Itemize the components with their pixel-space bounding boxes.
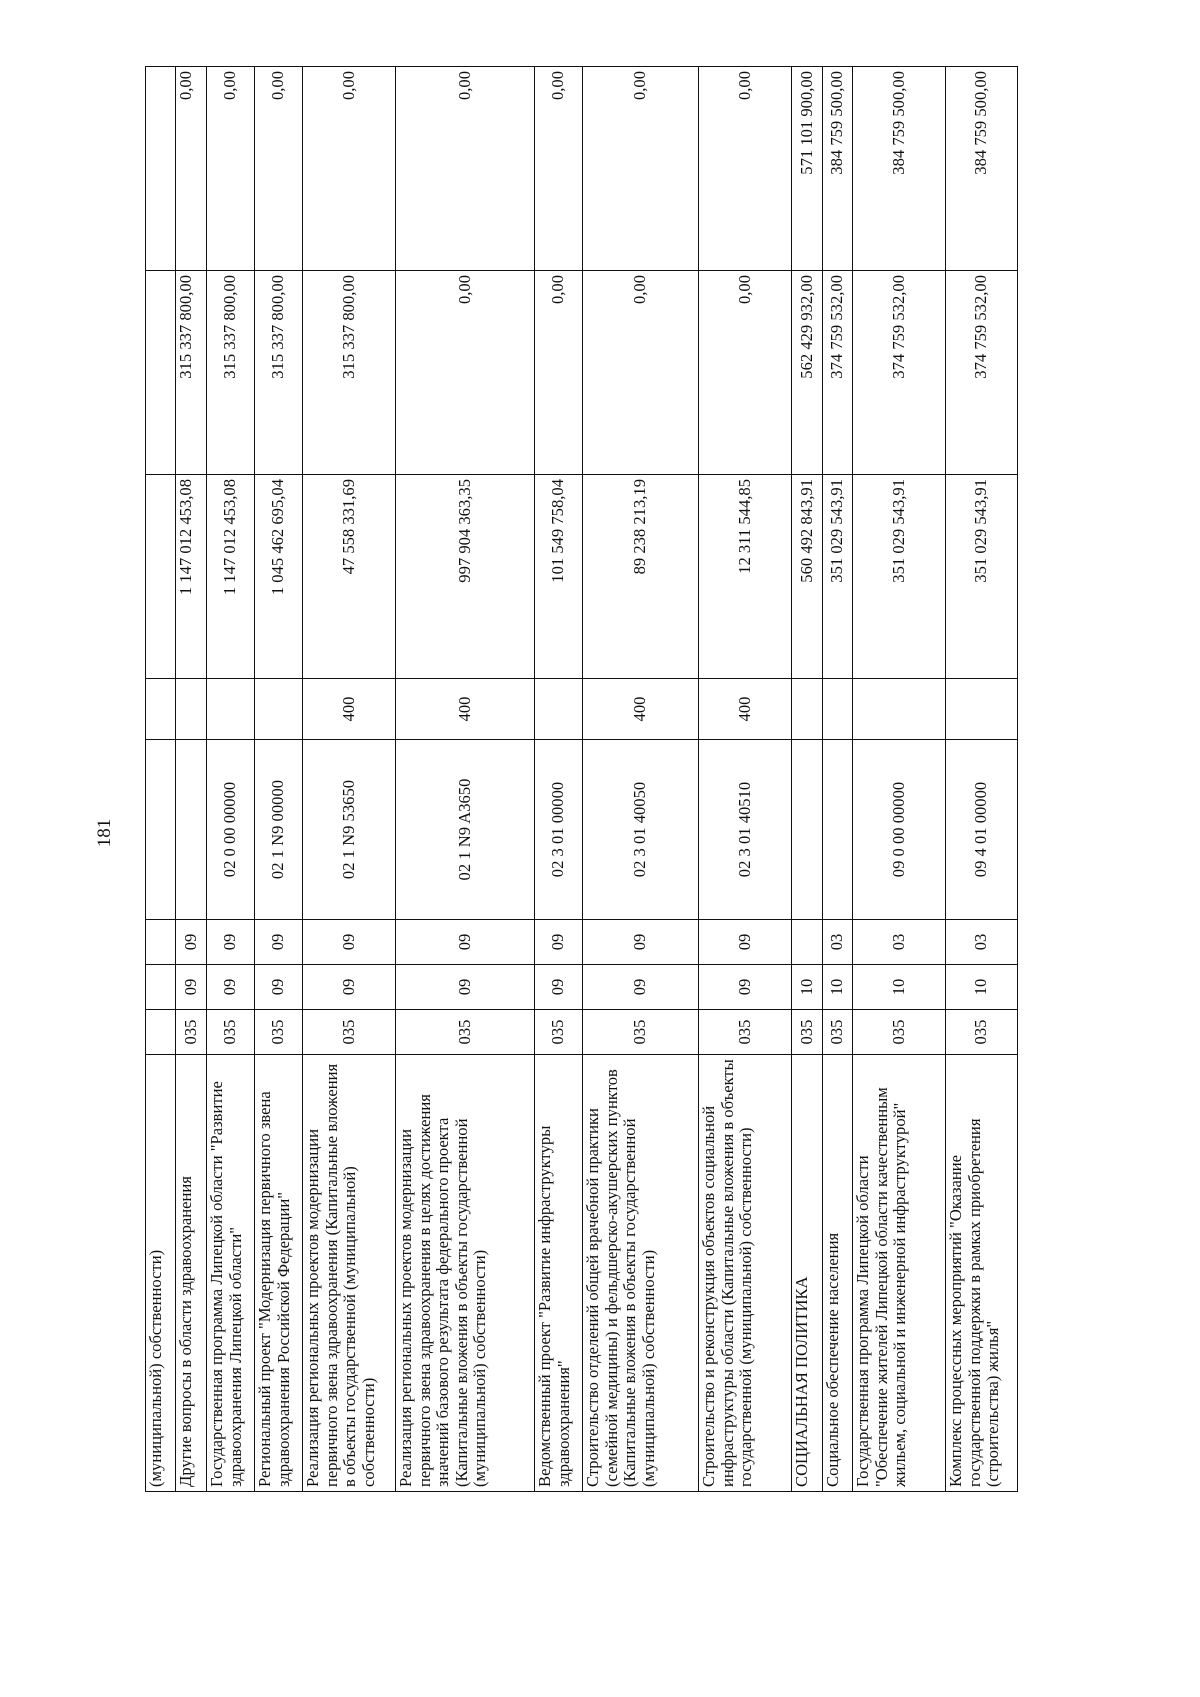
cell-sum2: 0,00 (699, 271, 792, 475)
cell-sum2: 0,00 (583, 271, 699, 475)
cell-vr (207, 679, 255, 740)
cell-vr (946, 679, 1018, 740)
cell-sum3: 571 101 900,00 (792, 67, 823, 271)
cell-name: Региональный проект "Модернизация первичного звена здравоохранения Российской Федерации" (255, 1055, 303, 1492)
cell-grbs: 035 (303, 1010, 396, 1055)
cell-sum3 (146, 67, 176, 271)
cell-sum2: 562 429 932,00 (792, 271, 823, 475)
table-row (823, 67, 853, 1492)
cell-rz: 09 (699, 965, 792, 1010)
table-row (535, 67, 583, 1492)
cell-csr (792, 740, 823, 920)
cell-vr (146, 679, 176, 740)
cell-sum2: 374 759 532,00 (853, 271, 946, 475)
cell-csr: 02 1 N9 00000 (255, 740, 303, 920)
cell-sum1: 351 029 543,91 (946, 475, 1018, 679)
cell-rz: 10 (946, 965, 1018, 1010)
cell-sum2: 0,00 (396, 271, 535, 475)
cell-name: Социальное обеспечение населения (823, 1055, 853, 1492)
cell-sum3: 0,00 (176, 67, 207, 271)
cell-grbs: 035 (583, 1010, 699, 1055)
cell-pr: 09 (583, 920, 699, 965)
table-row (255, 67, 303, 1492)
cell-vr (176, 679, 207, 740)
cell-vr (853, 679, 946, 740)
cell-sum3: 0,00 (583, 67, 699, 271)
cell-csr: 02 3 01 00000 (535, 740, 583, 920)
cell-sum3: 0,00 (255, 67, 303, 271)
cell-sum2: 374 759 532,00 (946, 271, 1018, 475)
cell-grbs: 035 (207, 1010, 255, 1055)
cell-name: Строительство отделений общей врачебной практики (семейной медицины) и фельдшерско-акушерских пунктов (Капитальные вложения в объекты государственной (муниципальной) собственности) (583, 1055, 699, 1492)
cell-pr (146, 920, 176, 965)
rotated-table-wrapper (145, 67, 1003, 1492)
cell-sum1: 560 492 843,91 (792, 475, 823, 679)
cell-sum1: 47 558 331,69 (303, 475, 396, 679)
cell-pr: 03 (853, 920, 946, 965)
cell-grbs: 035 (699, 1010, 792, 1055)
cell-vr: 400 (699, 679, 792, 740)
cell-rz: 09 (207, 965, 255, 1010)
cell-sum1: 997 904 363,35 (396, 475, 535, 679)
cell-name: Другие вопросы в области здравоохранения (176, 1055, 207, 1492)
cell-sum2: 315 337 800,00 (176, 271, 207, 475)
table-row (303, 67, 396, 1492)
cell-sum3: 0,00 (535, 67, 583, 271)
cell-vr (255, 679, 303, 740)
cell-sum1: 1 147 012 453,08 (176, 475, 207, 679)
cell-rz: 09 (255, 965, 303, 1010)
cell-name: Ведомственный проект "Развитие инфраструктуры здравоохранения" (535, 1055, 583, 1492)
cell-name: Комплекс процессных мероприятий "Оказание государственной поддержки в рамках приобретения (строительства) жилья" (946, 1055, 1018, 1492)
cell-pr: 03 (823, 920, 853, 965)
table-row (699, 67, 792, 1492)
cell-name: Государственная программа Липецкой области "Обеспечение жителей Липецкой области качественным жильем, социальной и инженерной инфраструктурой" (853, 1055, 946, 1492)
cell-rz: 09 (583, 965, 699, 1010)
table-row (146, 67, 176, 1492)
cell-name: Реализация региональных проектов модернизации первичного звена здравоохранения в целях достижения значений базового результата федерального проекта (Капитальные вложения в объекты государственной (муниципальной) собственности) (396, 1055, 535, 1492)
cell-csr: 02 1 N9 A3650 (396, 740, 535, 920)
cell-sum2: 315 337 800,00 (207, 271, 255, 475)
cell-rz: 10 (792, 965, 823, 1010)
cell-vr: 400 (303, 679, 396, 740)
cell-sum3: 0,00 (699, 67, 792, 271)
cell-pr: 09 (255, 920, 303, 965)
cell-grbs: 035 (946, 1010, 1018, 1055)
cell-pr: 09 (699, 920, 792, 965)
cell-csr (176, 740, 207, 920)
cell-vr (535, 679, 583, 740)
cell-sum2: 0,00 (535, 271, 583, 475)
table-row (176, 67, 207, 1492)
cell-vr (792, 679, 823, 740)
cell-name: (муниципальной) собственности) (146, 1055, 176, 1492)
cell-grbs (146, 1010, 176, 1055)
cell-sum2 (146, 271, 176, 475)
cell-rz: 09 (396, 965, 535, 1010)
cell-csr: 02 3 01 40050 (583, 740, 699, 920)
cell-grbs: 035 (396, 1010, 535, 1055)
cell-pr: 09 (303, 920, 396, 965)
cell-grbs: 035 (535, 1010, 583, 1055)
cell-pr: 09 (176, 920, 207, 965)
cell-rz: 10 (853, 965, 946, 1010)
cell-sum3: 0,00 (396, 67, 535, 271)
cell-pr (792, 920, 823, 965)
cell-sum1: 1 045 462 695,04 (255, 475, 303, 679)
cell-sum2: 315 337 800,00 (303, 271, 396, 475)
cell-grbs: 035 (823, 1010, 853, 1055)
cell-pr: 09 (207, 920, 255, 965)
table-row (583, 67, 699, 1492)
table-row (792, 67, 823, 1492)
cell-sum1: 12 311 544,85 (699, 475, 792, 679)
cell-sum3: 384 759 500,00 (853, 67, 946, 271)
cell-csr: 09 0 00 00000 (853, 740, 946, 920)
cell-sum2: 315 337 800,00 (255, 271, 303, 475)
budget-table (145, 66, 1018, 1492)
cell-csr: 02 3 01 40510 (699, 740, 792, 920)
cell-grbs: 035 (853, 1010, 946, 1055)
cell-pr: 03 (946, 920, 1018, 965)
cell-sum1: 101 549 758,04 (535, 475, 583, 679)
cell-vr: 400 (583, 679, 699, 740)
cell-sum3: 0,00 (303, 67, 396, 271)
cell-vr (823, 679, 853, 740)
cell-csr (823, 740, 853, 920)
cell-rz (146, 965, 176, 1010)
cell-name: СОЦИАЛЬНАЯ ПОЛИТИКА (792, 1055, 823, 1492)
cell-rz: 09 (535, 965, 583, 1010)
table-row (946, 67, 1018, 1492)
cell-sum3: 384 759 500,00 (946, 67, 1018, 271)
cell-sum1: 89 238 213,19 (583, 475, 699, 679)
table-row (853, 67, 946, 1492)
cell-sum2: 374 759 532,00 (823, 271, 853, 475)
cell-vr: 400 (396, 679, 535, 740)
table-row (207, 67, 255, 1492)
cell-csr (146, 740, 176, 920)
cell-sum1: 1 147 012 453,08 (207, 475, 255, 679)
cell-name: Реализация региональных проектов модернизации первичного звена здравоохранения (Капитальные вложения в объекты государственной (муниципальной) собственности) (303, 1055, 396, 1492)
cell-name: Государственная программа Липецкой области "Развитие здравоохранения Липецкой области" (207, 1055, 255, 1492)
cell-name: Строительство и реконструкция объектов социальной инфраструктуры области (Капитальные вложения в объекты государственной (муниципальной) собственности) (699, 1055, 792, 1492)
cell-csr: 02 0 00 00000 (207, 740, 255, 920)
cell-grbs: 035 (176, 1010, 207, 1055)
cell-grbs: 035 (255, 1010, 303, 1055)
cell-pr: 09 (396, 920, 535, 965)
cell-sum3: 384 759 500,00 (823, 67, 853, 271)
cell-csr: 02 1 N9 53650 (303, 740, 396, 920)
cell-sum1: 351 029 543,91 (853, 475, 946, 679)
cell-grbs: 035 (792, 1010, 823, 1055)
cell-sum1 (146, 475, 176, 679)
cell-sum1: 351 029 543,91 (823, 475, 853, 679)
cell-rz: 10 (823, 965, 853, 1010)
cell-rz: 09 (176, 965, 207, 1010)
table-row (396, 67, 535, 1492)
cell-pr: 09 (535, 920, 583, 965)
page-number: 181 (94, 818, 115, 848)
cell-rz: 09 (303, 965, 396, 1010)
cell-csr: 09 4 01 00000 (946, 740, 1018, 920)
cell-sum3: 0,00 (207, 67, 255, 271)
